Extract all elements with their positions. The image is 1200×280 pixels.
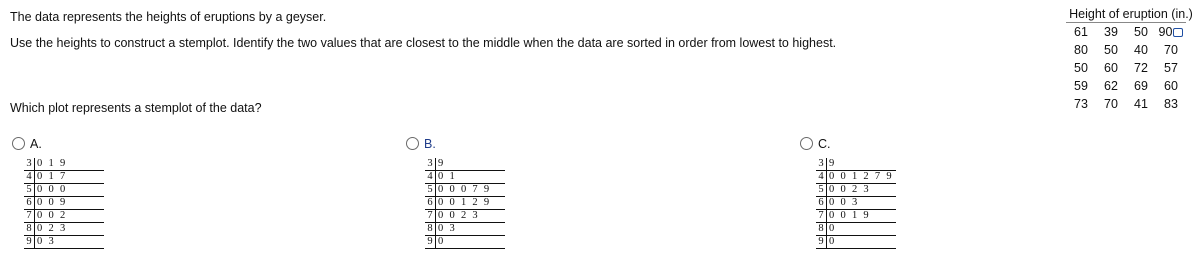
stem-row (816, 184, 896, 197)
leaves: 0 0 2 3 (436, 210, 506, 223)
leaves: 0 (827, 236, 897, 249)
stem-row (816, 236, 896, 249)
table-cell: 73 (1074, 97, 1088, 111)
stem-row (425, 184, 505, 197)
stem: 4 (816, 171, 827, 184)
stem-row (816, 223, 896, 236)
leaves: 0 1 (436, 171, 506, 184)
table-cell: 41 (1134, 97, 1148, 111)
table-cell (1156, 23, 1186, 42)
table-cell: 69 (1134, 79, 1148, 93)
table-cell: 50 (1104, 43, 1118, 57)
stem-row (425, 223, 505, 236)
option-b-radio[interactable] (406, 137, 419, 150)
leaves: 0 3 (436, 223, 506, 236)
table-row (1066, 41, 1186, 59)
stem-row (816, 158, 896, 171)
stem: 3 (425, 158, 436, 171)
stem-row (425, 236, 505, 249)
stem: 9 (425, 236, 436, 249)
stem: 7 (816, 210, 827, 223)
leaves: 0 3 (35, 236, 105, 249)
leaves: 9 (827, 158, 897, 171)
stemplot-c (816, 158, 896, 249)
stem: 4 (24, 171, 35, 184)
stem: 8 (425, 223, 436, 236)
table-cell: 59 (1074, 79, 1088, 93)
leaves: 0 0 0 7 9 (436, 184, 506, 197)
stem: 4 (425, 171, 436, 184)
table-cell: 61 (1066, 23, 1096, 42)
leaves: 0 0 1 2 7 9 (827, 171, 897, 184)
table-cell: 60 (1104, 61, 1118, 75)
table-cell: 50 (1074, 61, 1088, 75)
stem: 7 (24, 210, 35, 223)
table-cell: 50 (1126, 23, 1156, 42)
stemplot-a (24, 158, 104, 249)
stem: 3 (24, 158, 35, 171)
table-cell: 60 (1164, 79, 1178, 93)
data-table-title: Height of eruption (in.) (1069, 7, 1193, 21)
question-prompt: Which plot represents a stemplot of the data? (10, 101, 262, 115)
stem: 9 (816, 236, 827, 249)
stem: 8 (816, 223, 827, 236)
table-row (1066, 59, 1186, 77)
option-a-radio[interactable] (12, 137, 25, 150)
table-cell: 57 (1164, 61, 1178, 75)
stem: 6 (425, 197, 436, 210)
option-c-radio[interactable] (800, 137, 813, 150)
option-b-label: B. (424, 136, 436, 151)
table-cell: 80 (1074, 43, 1088, 57)
leaves: 0 0 3 (827, 197, 897, 210)
leaves: 0 0 2 (35, 210, 105, 223)
stem: 8 (24, 223, 35, 236)
table-cell: 72 (1134, 61, 1148, 75)
stem: 5 (24, 184, 35, 197)
stem-row (24, 197, 104, 210)
leaves: 0 0 0 (35, 184, 105, 197)
leaves: 0 2 3 (35, 223, 105, 236)
stem-row (24, 184, 104, 197)
table-row (1066, 23, 1186, 42)
table-cell: 39 (1096, 23, 1126, 42)
leaves: 0 1 7 (35, 171, 105, 184)
option-a-label: A. (30, 136, 42, 151)
question-instruction: Use the heights to construct a stemplot. Identify the two values that are closest to the middle when the data are sorted in order from lowest to highest. (10, 36, 837, 50)
copy-icon[interactable] (1173, 28, 1183, 37)
table-cell: 70 (1104, 97, 1118, 111)
table-row (1066, 95, 1186, 113)
stemplot-b (425, 158, 505, 249)
leaves: 0 0 9 (35, 197, 105, 210)
table-cell: 62 (1104, 79, 1118, 93)
stem: 5 (425, 184, 436, 197)
leaves: 0 0 1 2 9 (436, 197, 506, 210)
table-cell: 40 (1134, 43, 1148, 57)
table-row (1066, 77, 1186, 95)
stem-row (24, 210, 104, 223)
question-intro: The data represents the heights of eruptions by a geyser. (10, 10, 327, 24)
stem-row (425, 171, 505, 184)
data-table (1066, 22, 1186, 113)
leaves: 0 1 9 (35, 158, 105, 171)
stem: 5 (816, 184, 827, 197)
stem: 3 (816, 158, 827, 171)
stem-row (24, 158, 104, 171)
stem: 6 (816, 197, 827, 210)
table-cell-value: 90 (1158, 25, 1173, 39)
option-b[interactable] (406, 135, 436, 153)
option-c[interactable] (800, 135, 831, 153)
stem-row (24, 171, 104, 184)
leaves: 9 (436, 158, 506, 171)
stem: 6 (24, 197, 35, 210)
table-cell: 70 (1164, 43, 1178, 57)
leaves: 0 (827, 223, 897, 236)
leaves: 0 0 2 3 (827, 184, 897, 197)
stem-row (24, 223, 104, 236)
stem-row (816, 197, 896, 210)
stem-row (425, 197, 505, 210)
stem: 9 (24, 236, 35, 249)
option-c-label: C. (818, 136, 831, 151)
stem-row (425, 158, 505, 171)
leaves: 0 (436, 236, 506, 249)
leaves: 0 0 1 9 (827, 210, 897, 223)
stem-row (24, 236, 104, 249)
stem: 7 (425, 210, 436, 223)
option-a[interactable] (12, 135, 42, 153)
stem-row (425, 210, 505, 223)
table-cell: 83 (1164, 97, 1178, 111)
stem-row (816, 171, 896, 184)
stem-row (816, 210, 896, 223)
